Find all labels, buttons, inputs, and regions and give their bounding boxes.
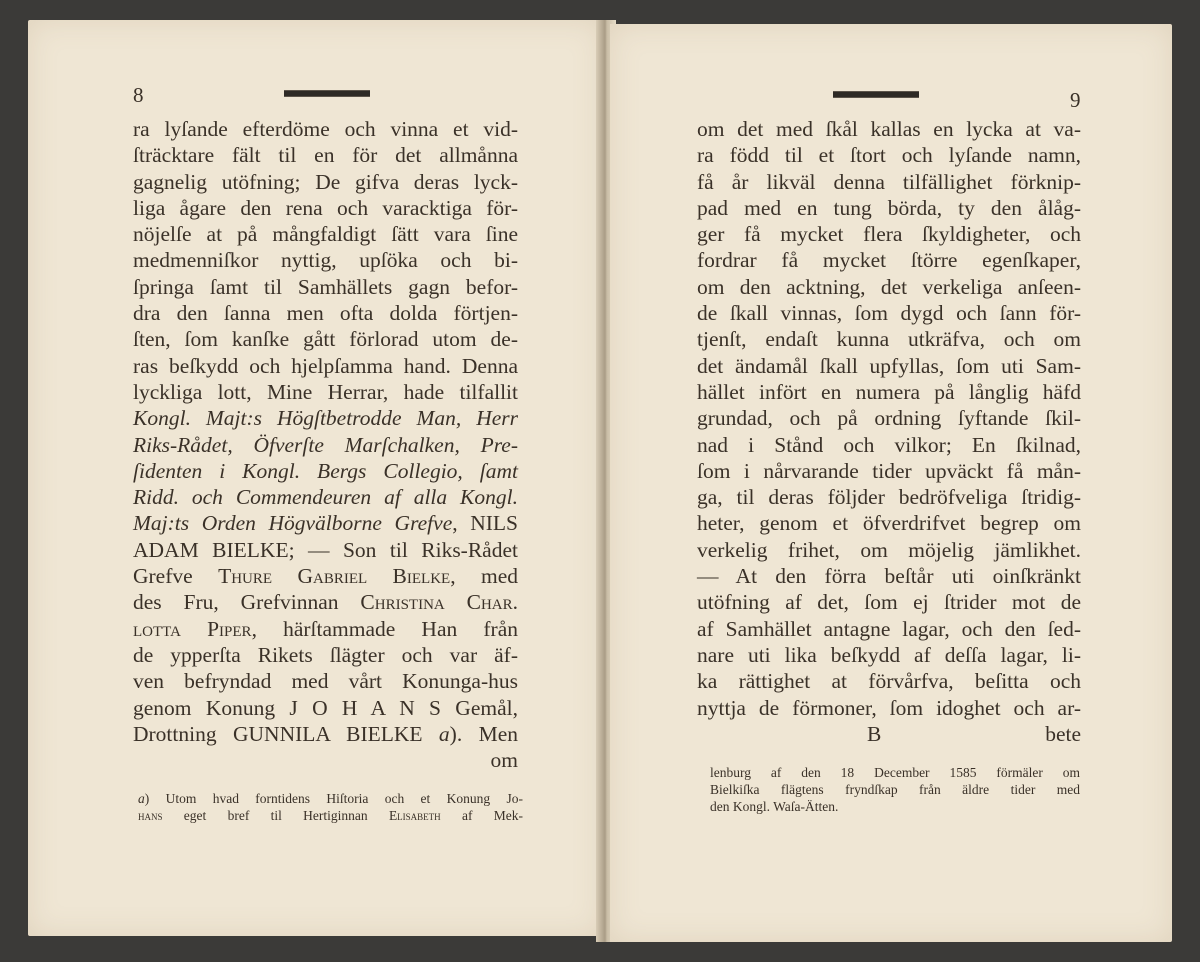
text-line [133, 642, 518, 668]
text-segment: om den acktning, det verkeliga anſeen- [697, 274, 1081, 299]
text-line [697, 326, 1081, 352]
text-line [697, 142, 1081, 168]
page-number: 8 [133, 83, 144, 107]
text-segment: få år likväl denna tilfällighet förknip- [697, 169, 1081, 194]
text-segment: fordrar få mycket ſtörre egenſkaper, [697, 248, 1081, 273]
text-line [133, 537, 518, 563]
text-segment: nad i Stånd och vilkor; En ſkilnad, [697, 432, 1081, 457]
text-segment: den Kongl. Waſa-Ätten. [710, 799, 839, 814]
header-ornament [284, 90, 370, 97]
text-segment: lyckliga lott, Mine Herrar, hade tilfallit [133, 379, 518, 404]
page-number: 9 [1070, 88, 1081, 112]
text-segment: ga, til deras följder bedröfveliga ſtridig- [697, 485, 1081, 510]
header-ornament [833, 91, 919, 98]
text-line [133, 589, 518, 615]
text-segment: ras beſkydd och hjelpſamma hand. Denna [133, 353, 518, 378]
text-segment: hans [138, 808, 163, 823]
footnote [710, 764, 1080, 815]
text-segment: heter, genom et öfverdrifvet begrep om [697, 511, 1081, 536]
catchword: bete [1045, 721, 1081, 746]
text-segment: ven befryndad med vårt Konunga-hus [133, 669, 518, 694]
page-text [133, 116, 518, 773]
text-segment: dra den ſanna men ofta dolda förtjen- [133, 301, 518, 326]
text-segment: grundad, och på ordning ſyftande ſkil- [697, 406, 1081, 431]
catchword: om [490, 748, 518, 773]
text-line [697, 616, 1081, 642]
footnote-line [138, 807, 523, 824]
text-line [133, 379, 518, 405]
text-segment: ſom i nårvarande tider upväckt få mån- [697, 458, 1081, 483]
text-line [697, 510, 1081, 536]
text-line [697, 458, 1081, 484]
text-segment: de ypperſta Rikets ſlägter och var äf- [133, 642, 518, 667]
text-line [697, 484, 1081, 510]
text-segment: lenburg af den 18 December 1585 förmäler om [710, 765, 1080, 780]
text-segment: liga ågare den rena och varacktiga för- [133, 195, 518, 220]
text-line [133, 668, 518, 694]
text-line [697, 116, 1081, 142]
text-line [133, 116, 518, 142]
text-segment: ſidenten i Kongl. Bergs Collegio, ſamt [133, 458, 518, 483]
text-segment: ra född til et ſtort och lyſande namn, [697, 143, 1081, 168]
text-segment: af Samhället antagne lagar, och den ſed- [697, 616, 1081, 641]
left-page [28, 20, 602, 936]
text-segment: Grefve [133, 564, 219, 589]
text-segment: Riks-Rådet, Öfverſte Marſchalken, Pre- [133, 432, 518, 457]
text-segment: nöjelſe at på mångfaldigt ſätt vara ſine [133, 222, 518, 247]
text-line [697, 221, 1081, 247]
catchword-row [697, 721, 1081, 747]
text-segment: ). Men [449, 721, 518, 746]
text-line [697, 195, 1081, 221]
text-segment: Ridd. och Commendeuren af alla Kongl. [133, 485, 518, 510]
text-line [133, 142, 518, 168]
text-line [133, 326, 518, 352]
right-page [610, 24, 1172, 942]
text-segment: nare uti lika beſkydd af deſſa lagar, li- [697, 642, 1081, 667]
text-segment: , NILS [452, 511, 519, 536]
text-line [697, 642, 1081, 668]
text-line [133, 721, 518, 747]
text-segment: a [438, 721, 450, 746]
text-segment: det ändamål ſkall upfyllas, ſom uti Sam- [697, 353, 1081, 378]
text-segment: Christina Char. [360, 590, 518, 615]
text-line [697, 563, 1081, 589]
text-line [133, 195, 518, 221]
text-segment: , med [450, 564, 518, 589]
text-segment: utöfning af det, ſom ej ſtrider mot de [697, 590, 1081, 615]
text-segment: ADAM BIELKE; — Son til Riks-Rådet [133, 537, 518, 562]
text-segment: , härſtammade Han från [251, 616, 519, 641]
text-segment: ſpringa ſamt til Samhällets gagn befor- [133, 274, 518, 299]
footnote-line [710, 798, 1080, 815]
text-segment: des Fru, Grefvinnan [133, 590, 361, 615]
text-line [697, 379, 1081, 405]
text-line [133, 247, 518, 273]
text-segment: a [138, 791, 145, 806]
text-line [133, 405, 518, 431]
text-segment: pad med en tung börda, ty den ålåg- [697, 195, 1081, 220]
text-segment: genom Konung J O H A N S Gemål, [133, 695, 518, 720]
footnote-line [138, 790, 523, 807]
text-line [697, 432, 1081, 458]
footnote-line [710, 781, 1080, 798]
text-line [697, 668, 1081, 694]
text-segment: de ſkall vinnas, ſom dygd och ſann för- [697, 301, 1081, 326]
text-line [133, 510, 518, 536]
text-segment: ſten, ſom kanſke gått förlorad utom de- [133, 327, 518, 352]
footnote [138, 790, 523, 824]
text-line [133, 484, 518, 510]
text-line [133, 274, 518, 300]
signature-mark: B [867, 721, 882, 746]
text-segment: Elisabeth [388, 808, 441, 823]
text-line [697, 353, 1081, 379]
text-line [133, 353, 518, 379]
text-segment: — At den förra beſtår uti oinſkränkt [697, 564, 1081, 589]
text-segment: Thure Gabriel Bielke [218, 564, 451, 589]
text-line [133, 169, 518, 195]
text-line [133, 616, 518, 642]
text-segment: ) Utom hvad forntidens Hiſtoria och et Konung Jo- [144, 791, 523, 806]
text-segment: ſträcktare fält til en för det allmånna [133, 143, 518, 168]
text-line [133, 221, 518, 247]
text-segment: nyttja de förmoner, ſom idoghet och ar- [697, 695, 1081, 720]
footnote-line [710, 764, 1080, 781]
text-segment: gagnelig utöfning; De gifva deras lyck- [133, 169, 518, 194]
text-segment: medmenniſkor nyttig, upſöka och bi- [133, 248, 518, 273]
text-line [697, 695, 1081, 721]
text-segment: af Mek- [440, 808, 524, 823]
text-line [133, 300, 518, 326]
text-segment: ger få mycket flera ſkyldigheter, och [697, 222, 1081, 247]
text-line [697, 274, 1081, 300]
text-segment: Drottning GUNNILA BIELKE [133, 721, 439, 746]
text-segment: Bielkiſka flägtens fryndſkap från äldre tider med [710, 782, 1080, 797]
text-segment: hället infört en numera på långlig häfd [697, 379, 1081, 404]
text-segment: verkelig frihet, om möjelig jämlikhet. [697, 537, 1081, 562]
text-segment: tjenſt, endaſt kunna utkräfva, och om [697, 327, 1081, 352]
text-line [133, 432, 518, 458]
text-segment: ra lyſande efterdöme och vinna et vid- [133, 117, 518, 141]
text-segment: Maj:ts Orden Högvälborne Grefve [133, 511, 453, 536]
text-line [133, 563, 518, 589]
text-line [697, 537, 1081, 563]
text-segment: eget bref til Hertiginnan [162, 808, 389, 823]
text-segment: Kongl. Majt:s Högſtbetrodde Man, Herr [133, 406, 518, 431]
page-text [697, 116, 1081, 747]
text-line [697, 300, 1081, 326]
text-line [697, 169, 1081, 195]
text-segment: ka rättighet at förvårfva, beſitta och [697, 669, 1081, 694]
text-segment: lotta Piper [133, 616, 252, 641]
text-line [697, 405, 1081, 431]
text-segment: om det med ſkål kallas en lycka at va- [697, 117, 1081, 141]
text-line [697, 589, 1081, 615]
text-line [133, 458, 518, 484]
text-line [697, 247, 1081, 273]
text-line [133, 695, 518, 721]
